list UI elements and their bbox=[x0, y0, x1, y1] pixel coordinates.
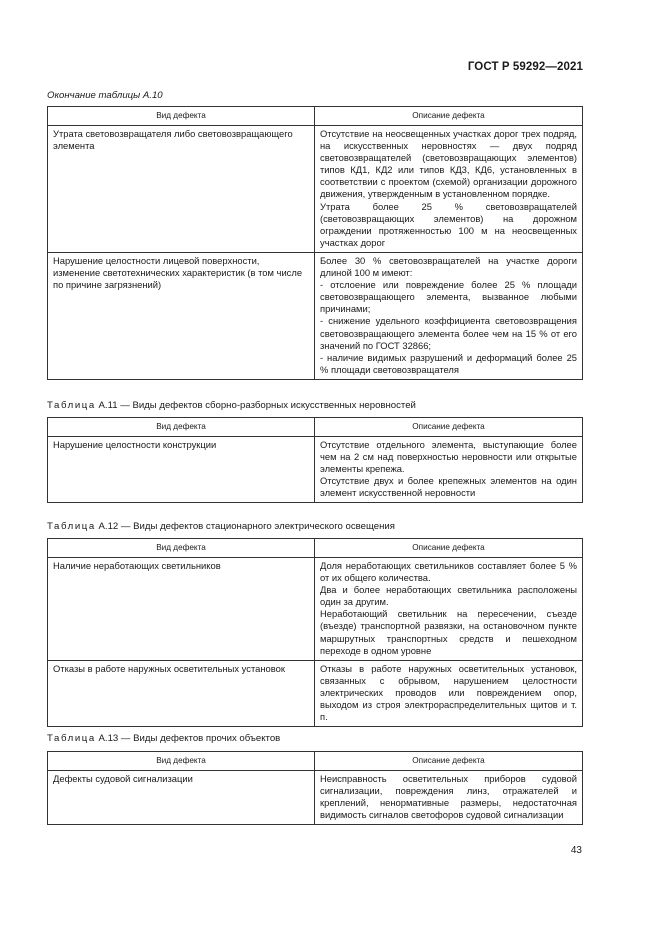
description-line: Отсутствие на неосвещенных участках дорог трех подряд, на искусственных неровностях — двух подряд световозвращателей (световозвращающих элементов) типов КД1, КД2 или типов КД3, КД6, установленных в соответствии с проектом (схемой) организации дорожного движения, утвержденным в установленном порядке. bbox=[320, 128, 577, 200]
column-header-defect: Вид дефекта bbox=[48, 752, 315, 771]
page-number: 43 bbox=[570, 845, 582, 856]
table-row bbox=[48, 126, 583, 253]
defect-cell: Утрата световозвращателя либо световозвращающего элемента bbox=[48, 126, 315, 253]
table-title: А.13 — Виды дефектов прочих объектов bbox=[98, 733, 281, 744]
description-line: Отсутствие двух и более крепежных элементов на один элемент искусственной неровности bbox=[320, 475, 577, 499]
defect-cell: Нарушение целостности конструкции bbox=[48, 437, 315, 503]
description-cell bbox=[315, 660, 583, 726]
column-header-defect: Вид дефекта bbox=[48, 107, 315, 126]
defect-cell: Нарушение целостности лицевой поверхности, изменение светотехнических характеристик (в том числе по причине загрязнений) bbox=[48, 252, 315, 379]
table-row bbox=[48, 437, 583, 503]
table-a10 bbox=[47, 106, 583, 380]
column-header-description: Описание дефекта bbox=[315, 107, 583, 126]
description-line: Отсутствие отдельного элемента, выступающие более чем на 2 см над поверхностью неровности или открытые элементы крепежа. bbox=[320, 439, 577, 475]
table-a10-caption: Окончание таблицы А.10 bbox=[47, 90, 163, 101]
table-a12 bbox=[47, 538, 583, 727]
table-a12-caption bbox=[47, 521, 395, 532]
table-label: Таблица bbox=[47, 733, 96, 744]
table-row bbox=[48, 558, 583, 661]
column-header-defect: Вид дефекта bbox=[48, 418, 315, 437]
description-line: Отказы в работе наружных осветительных установок, связанных с обрывом, нарушением целостности электрических проводов или повреждением опор, выходом из строя электрораспределительных щитов и т. п. bbox=[320, 662, 577, 723]
description-cell bbox=[315, 558, 583, 661]
description-line: Утрата более 25 % световозвращателей (световозвращающих элементов) на дорожном ограждении протяженностью 100 м на неосвещенных участках дорог bbox=[320, 200, 577, 248]
column-header-description: Описание дефекта bbox=[315, 539, 583, 558]
description-line: Доля неработающих светильников составляет более 5 % от их общего количества. bbox=[320, 560, 577, 584]
table-title: А.12 — Виды дефектов стационарного электрического освещения bbox=[98, 521, 395, 532]
defect-cell: Отказы в работе наружных осветительных установок bbox=[48, 660, 315, 726]
description-line: - наличие видимых разрушений и деформаций более 25 % площади световозвращателя bbox=[320, 351, 577, 375]
table-a13 bbox=[47, 751, 583, 825]
document-code: ГОСТ Р 59292—2021 bbox=[467, 61, 583, 73]
table-label: Таблица bbox=[47, 400, 96, 411]
description-line: - отслоение или повреждение более 25 % площади световозвращающего элемента, вызванное любыми причинами; bbox=[320, 279, 577, 315]
description-line: Неисправность осветительных приборов судовой сигнализации, повреждения линз, отражателей и креплений, ненормативные размеры, недостаточная видимость сигналов светофоров судовой сигнализации bbox=[320, 773, 577, 821]
description-line: Два и более неработающих светильника расположены один за другим. bbox=[320, 584, 577, 608]
table-title: А.11 — Виды дефектов сборно-разборных искусственных неровностей bbox=[98, 400, 416, 411]
defect-cell: Наличие неработающих светильников bbox=[48, 558, 315, 661]
table-a11 bbox=[47, 417, 583, 503]
column-header-description: Описание дефекта bbox=[315, 418, 583, 437]
column-header-description: Описание дефекта bbox=[315, 752, 583, 771]
table-label: Таблица bbox=[47, 521, 96, 532]
table-a11-caption bbox=[47, 400, 416, 411]
description-line: Более 30 % световозвращателей на участке дороги длиной 100 м имеют: bbox=[320, 254, 577, 279]
table-row bbox=[48, 771, 583, 825]
description-line: Неработающий светильник на пересечении, съезде (въезде) транспортной развязки, на остановочном пункте маршрутных транспортных средств и пешеходном переходе в одном уровне bbox=[320, 608, 577, 656]
table-row bbox=[48, 252, 583, 379]
table-row bbox=[48, 660, 583, 726]
defect-cell: Дефекты судовой сигнализации bbox=[48, 771, 315, 825]
description-cell bbox=[315, 771, 583, 825]
column-header-defect: Вид дефекта bbox=[48, 539, 315, 558]
table-a13-caption bbox=[47, 733, 280, 744]
description-cell bbox=[315, 126, 583, 253]
description-cell bbox=[315, 252, 583, 379]
description-line: - снижение удельного коэффициента световозвращения световозвращающего элемента более чем на 15 % от его значений по ГОСТ 32866; bbox=[320, 315, 577, 351]
description-cell bbox=[315, 437, 583, 503]
